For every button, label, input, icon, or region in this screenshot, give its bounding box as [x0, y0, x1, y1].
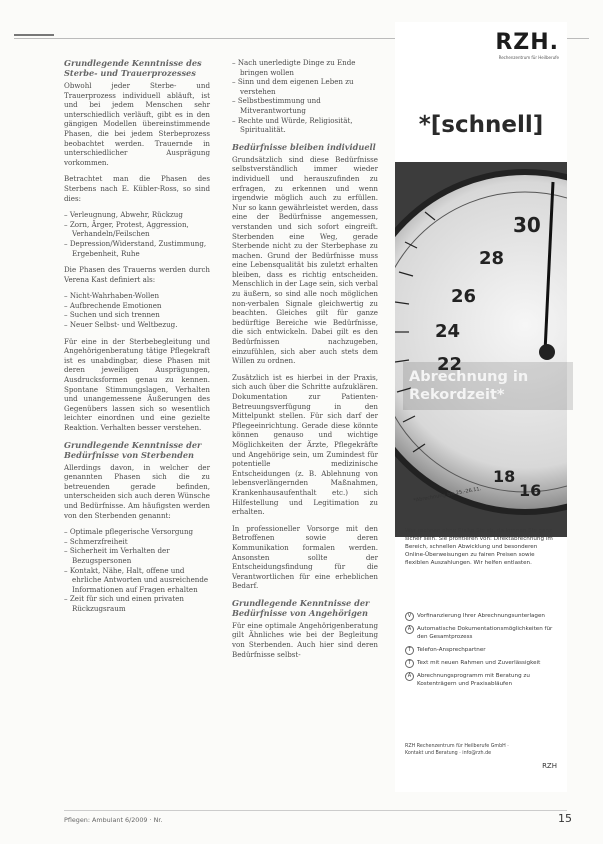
- footer-publication: Pflegen: Ambulant 6/2009 · Nr.: [64, 816, 163, 824]
- page-number: 15: [558, 812, 572, 825]
- watch-number: 24: [435, 321, 461, 342]
- list-item: – Verleugnung, Abwehr, Rückzug: [64, 210, 210, 220]
- left-text-column: [64, 58, 210, 621]
- stopwatch-icon: [395, 162, 567, 537]
- rzh-logo-text: RZH.: [495, 30, 559, 55]
- ad-feature-text: Telefon-Ansprechpartner: [417, 647, 486, 653]
- list-item: – Sicherheit im Verhalten der Bezugspersonen: [64, 546, 210, 565]
- list-item: – Rechte und Würde, Religiosität, Spiritualität.: [232, 116, 378, 135]
- list-item: – Nicht-Wahrhaben-Wollen: [64, 291, 210, 301]
- list-item: – Zorn, Ärger, Protest, Aggression, Verhandeln/Feilschen: [64, 220, 210, 239]
- ad-feature-item: [405, 646, 555, 654]
- ad-feature-item: [405, 672, 555, 688]
- list-trauerphasen: [64, 291, 210, 329]
- ad-feature-text: Abrechnungsprogramm mit Beratung zu Kostenträgern und Praxisabläufen: [417, 673, 530, 687]
- rzh-small-logo: RZH: [542, 762, 557, 770]
- list-item: – Nach unerledigte Dinge zu Ende bringen wollen: [232, 58, 378, 77]
- paragraph: In professioneller Vorsorge mit den Betroffenen sowie deren Kommunikation formalen werden. Ansonsten sollte der Entscheidungsfindung für die Verantwortlichen für eine erheblichen Bedarf.: [232, 523, 378, 591]
- paragraph: Betrachtet man die Phasen des Sterbens nach E. Kübler-Ross, so sind dies:: [64, 174, 210, 203]
- ad-stamp: *Abrechnung bis 25.-26.11.: [413, 486, 482, 504]
- list-item: – Sinn und dem eigenen Leben zu verstehen: [232, 77, 378, 96]
- watch-number: 16: [519, 481, 542, 500]
- list-item: – Depression/Widerstand, Zustimmung, Ergebenheit, Ruhe: [64, 239, 210, 258]
- list-item: – Suchen und sich trennen: [64, 310, 210, 320]
- watch-number: 22: [437, 354, 463, 375]
- ad-feature-text: Automatische Dokumentationsmöglichkeiten für den Gesamtprozess: [417, 626, 553, 640]
- watch-number: 18: [493, 467, 516, 486]
- feature-badge-icon: T: [405, 659, 414, 668]
- heading-beduerfnisse-sterbende: Grundlegende Kenntnisse der Bedürfnisse von Sterbenden: [64, 439, 202, 460]
- rzh-logo-tagline: Rechenzentrum für Heilberufe: [498, 55, 559, 60]
- list-item: – Optimale pflegerische Versorgung: [64, 527, 210, 537]
- ad-intro-text: Wer rechnen ohne Risiko Sie ab, da können Sie ganz sicher sein. Sie profitieren von: Direktabrechnung im Bereich, schnellen Abwicklung und besonderen Online-Überweisungen zu fairen Preisen sowie flexiblen Auszahlungen. Wir helfen entlasten.: [405, 528, 553, 566]
- list-beduerfnisse-continued: [232, 58, 378, 135]
- ad-feature-list: [405, 612, 555, 693]
- ad-feature-item: [405, 659, 555, 667]
- heading-sterbe-trauerprozess: Grundlegende Kenntnisse des Sterbe- und Trauerprozesses: [64, 58, 202, 78]
- list-item: – Aufbrechende Emotionen: [64, 301, 210, 311]
- watch-number: 30: [513, 213, 541, 237]
- list-item: – Selbstbestimmung und Mitverantwortung: [232, 96, 378, 115]
- heading-beduerfnisse-individuell: Bedürfnisse bleiben individuell: [232, 141, 376, 152]
- list-item: – Schmerzfreiheit: [64, 537, 210, 547]
- ad-feature-item: [405, 625, 555, 641]
- paragraph: Grundsätzlich sind diese Bedürfnisse selbstverständlich immer wieder individuell und herauszufinden zu erfragen, zu erkennen und wenn irgendwie möglich auch zu erfüllen. Nur so kann gewährleistet werden, dass eine der Bedürfnisse angemessen, verstanden und sich sofort eingreift. Sterbenden eine Weg, gerade Sterbende nicht zu der Sterbephase zu machen. Grund der Bedürfnisse muss eine Lebensqualität bis zuletzt erhalten bleiben, dass es richtig entscheiden. Menschlich in der Lage sein, sich verbal zu äußern, so sind alle noch möglichen non-verbalen Signale gleichwertig zu beachten. Gleiches gilt für ganze bedürftige Bereiche wie Bedürfnisse, die sich entwickeln. Dabei gilt es den Bedürfnissen nachzugeben, einzufühlen, sich aber auch stets dem Willen zu ordnen.: [232, 154, 378, 366]
- paragraph: Für eine in der Sterbebegleitung und Angehörigenberatung tätige Pflegekraft ist es unabdingbar, diese Phasen mit deren jeweiligen Ausprägungen, Ausdrucksformen genau zu kennen. Spontane Stimmungslagen, Verhalten und unangemessene Äußerungen des Gegenübers lassen sich so wesentlich leichter einordnen und eine gezielte Reaktion. Verhalten besser verstehen.: [64, 336, 210, 432]
- feature-badge-icon: V: [405, 612, 414, 621]
- heading-beduerfnisse-angehoerige: Grundlegende Kenntnisse der Bedürfnisse von Angehörigen: [232, 597, 370, 618]
- ad-feature-text: Vorfinanzierung Ihrer Abrechnungsunterlagen: [417, 613, 545, 619]
- watch-number: 28: [479, 248, 505, 269]
- paragraph: Allerdings davon, in welcher der genannten Phasen sich die zu betreuenden gerade befinden, unterscheiden sich auch deren Wünsche und Bedürfnisse. Am häufigsten werden von den Sterbenden genannt:: [64, 462, 210, 520]
- rzh-logo: [495, 30, 559, 60]
- list-item: – Zeit für sich und einen privaten Rückzugsraum: [64, 594, 210, 613]
- ad-feature-text: Text mit neuen Rahmen und Zuverlässigkeit: [417, 660, 541, 666]
- watch-number: 26: [451, 286, 477, 307]
- paragraph: Die Phasen des Trauerns werden durch Verena Kast definiert als:: [64, 265, 210, 284]
- list-beduerfnisse: [64, 527, 210, 613]
- feature-badge-icon: A: [405, 672, 414, 681]
- feature-badge-icon: A: [405, 625, 414, 634]
- feature-badge-icon: T: [405, 646, 414, 655]
- right-text-column: [232, 58, 378, 666]
- list-sterbephasen: [64, 210, 210, 258]
- paragraph: Obwohl jeder Sterbe- und Trauerprozess individuell abläuft, ist und bei jedem Menschen sehr unterschiedlich verläuft, gibt es in den gängigen Modellen übereinstimmende Phasen, die bei jedem Sterbeprozess beobachtet werden. Trauernde in unterschiedlicher Ausprägung vorkommen.: [64, 81, 210, 167]
- ad-feature-item: [405, 612, 555, 620]
- top-rule-mark: [14, 34, 54, 36]
- list-item: – Neuer Selbst- und Weltbezug.: [64, 320, 210, 330]
- footer-rule: [64, 810, 567, 811]
- advertisement-rzh[interactable]: [395, 22, 567, 792]
- ad-contact-info: RZH Rechenzentrum für Heilberufe GmbH · Kontakt und Beratung · info@rzh.de: [405, 744, 509, 756]
- paragraph: Zusätzlich ist es hierbei in der Praxis, sich auch über die Schritte aufzuklären. Dokumentation zur Patienten-Betreuungsverfügung in den Mittelpunkt stellen. Für sich darf der Pflegeeinrichtung. Gerade diese könnte können genauso und wichtige Möglichkeiten der Ärzte, Pflegekräfte und Angehörige sein, um Zumindest für potentielle medizinische Entscheidungen (z. B. Ablehnung von lebensverlängernden Maßnahmen, Krankenhausaufenthalt etc.) sich Hilfestellung und Legitimation zu erhalten.: [232, 372, 378, 517]
- ad-banner: Abrechnung in Rekordzeit*: [403, 362, 573, 410]
- ad-headline: *[schnell]: [418, 112, 544, 138]
- list-item: – Kontakt, Nähe, Halt, offene und ehrliche Antworten und ausreichende Informationen auf Fragen erhalten: [64, 566, 210, 595]
- paragraph: Für eine optimale Angehörigenberatung gilt Ähnliches wie bei der Begleitung von Sterbenden. Auch hier sind deren Bedürfnisse selbst-: [232, 620, 378, 659]
